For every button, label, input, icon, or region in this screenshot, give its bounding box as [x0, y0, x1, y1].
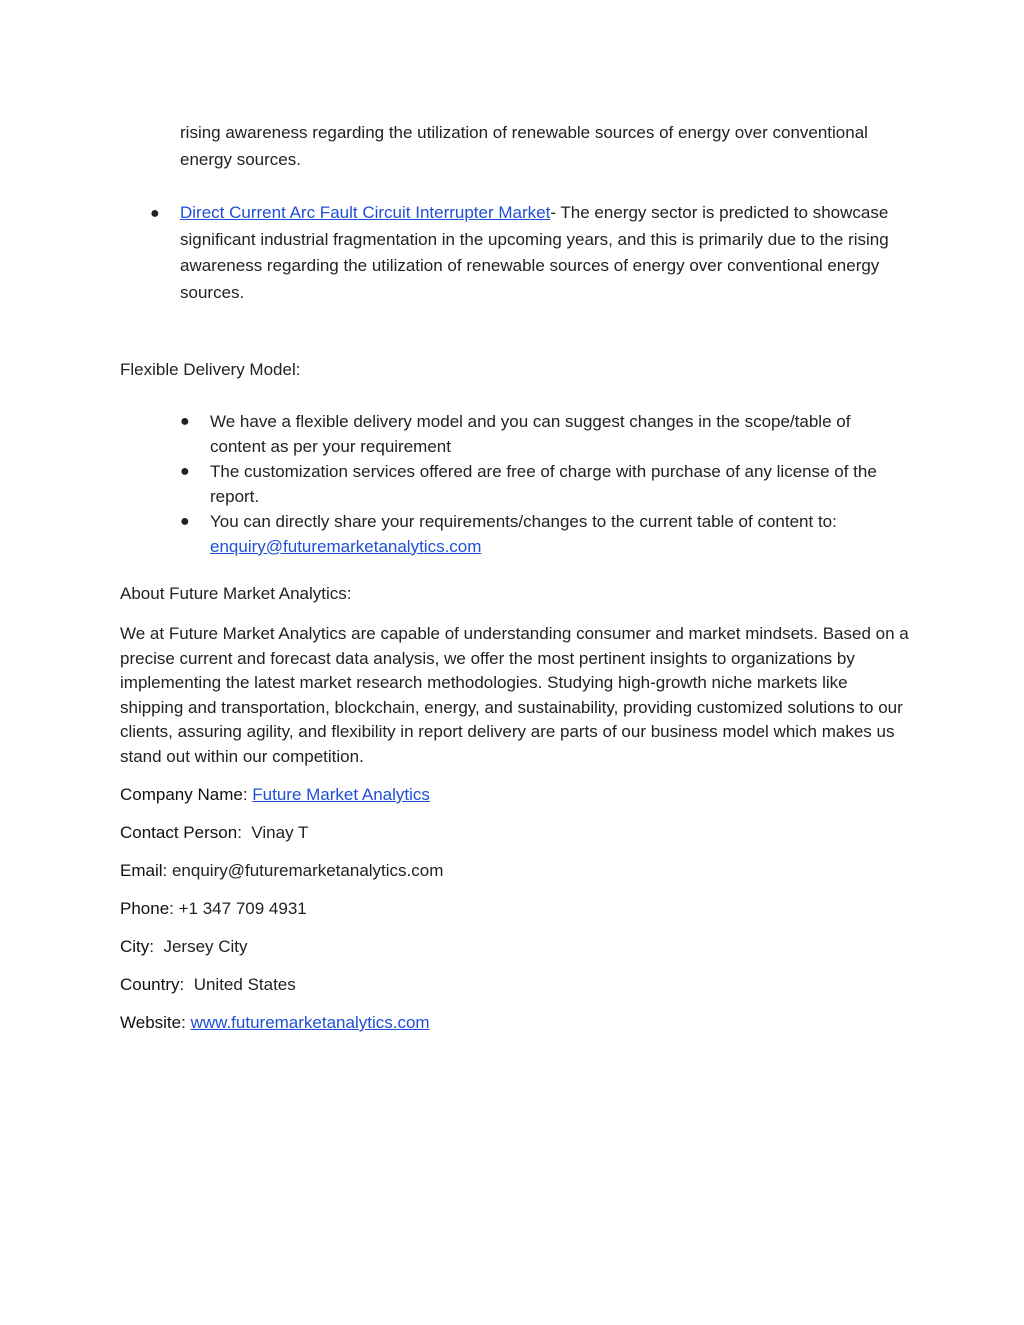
company-link[interactable]: Future Market Analytics: [252, 785, 430, 804]
bullet-icon: ●: [150, 205, 160, 222]
bullet-icon: ●: [180, 513, 190, 530]
delivery-heading: Flexible Delivery Model:: [120, 360, 301, 379]
intro-continuation: rising awareness regarding the utilization of renewable sources of energy over conventional energy sources.: [180, 123, 868, 169]
city-line: City: Jersey City: [120, 937, 248, 956]
email-line: Email: enquiry@futuremarketanalytics.com: [120, 861, 444, 880]
phone-label: Phone: [120, 899, 170, 918]
person-label: Contact Person: [120, 823, 238, 842]
website-label: Website: [120, 1013, 182, 1032]
about-body: We at Future Market Analytics are capable of understanding consumer and market mindsets. Based on a precise current and forecast data analysis, we offer the most pertinent insights to organizations by implementing the latest market research methodologies. Studying high-growth niche markets like shipping and transportation, blockchain, energy, and sustainability, providing customized solutions to our clients, assuring agility, and flexibility in report delivery are parts of our business model which makes us stand out within our competition.: [120, 624, 909, 766]
email-value: enquiry@futuremarketanalytics.com: [171, 861, 444, 880]
bullet-icon: ●: [180, 413, 190, 430]
market-description: - The energy sector is predicted to showcase significant industrial fragmentation in the upcoming years, and this is primarily due to the rising awareness regarding the utilization of renewable sources of energy over conventional energy sources.: [180, 203, 889, 302]
delivery-item-3: [210, 510, 890, 559]
about-heading: About Future Market Analytics:: [120, 584, 352, 603]
email-label: Email: [120, 861, 163, 880]
bullet-icon: ●: [180, 463, 190, 480]
company-label: Company Name: [120, 785, 243, 804]
delivery-item-3-text: You can directly share your requirements/changes to the current table of content to:: [210, 512, 837, 531]
country-value: United States: [193, 975, 296, 994]
city-label: City: [120, 937, 150, 956]
website-line: Website: www.futuremarketanalytics.com: [120, 1013, 430, 1032]
market-bullet-text: [180, 200, 905, 306]
phone-line: Phone: +1 347 709 4931: [120, 899, 307, 918]
country-label: Country: [120, 975, 180, 994]
person-line: Contact Person: Vinay T: [120, 823, 309, 842]
enquiry-email-link[interactable]: enquiry@futuremarketanalytics.com: [210, 536, 482, 556]
company-line: Company Name: Future Market Analytics: [120, 785, 430, 804]
phone-value: +1 347 709 4931: [178, 899, 307, 918]
city-value: Jersey City: [163, 937, 248, 956]
delivery-item-2: The customization services offered are free of charge with purchase of any license of the report.: [210, 462, 877, 506]
delivery-item-1: We have a flexible delivery model and you can suggest changes in the scope/table of content as per your requirement: [210, 412, 851, 456]
market-report-link[interactable]: Direct Current Arc Fault Circuit Interrupter Market: [180, 203, 551, 222]
country-line: Country: United States: [120, 975, 296, 994]
person-value: Vinay T: [251, 823, 309, 842]
website-link[interactable]: www.futuremarketanalytics.com: [190, 1013, 430, 1032]
